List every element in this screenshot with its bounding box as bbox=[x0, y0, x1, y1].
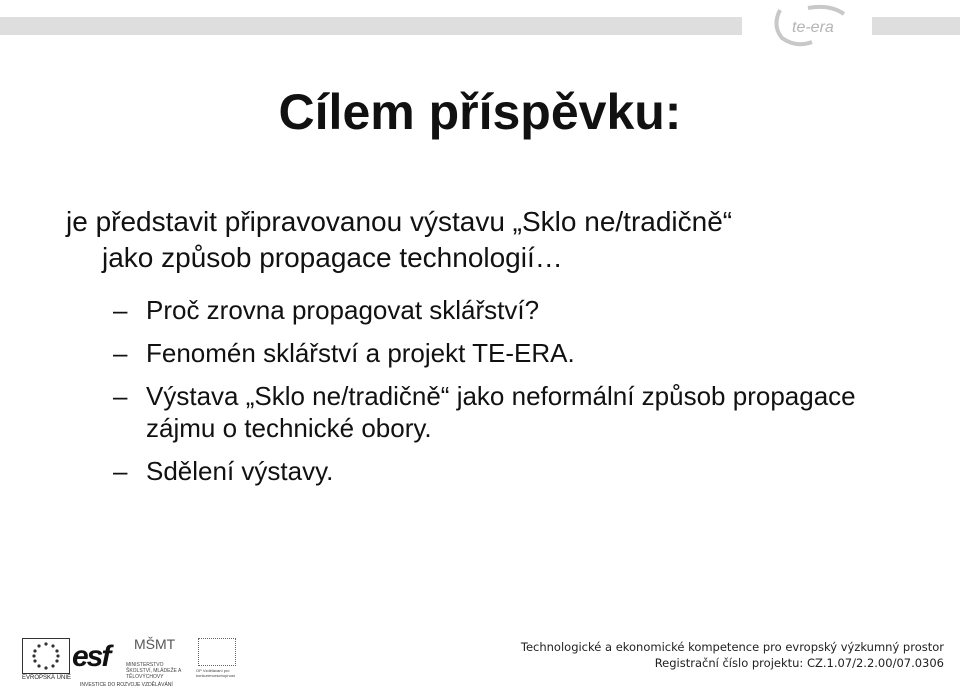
esf-logo: esf bbox=[72, 640, 110, 673]
bullet-item bbox=[66, 455, 866, 487]
footer-logos bbox=[20, 632, 260, 690]
project-title: Technologické a ekonomické kompetence pro evropský výzkumný prostor bbox=[520, 640, 944, 654]
bullet-item bbox=[66, 337, 866, 369]
eu-flag-icon bbox=[22, 638, 70, 674]
invest-label: INVESTICE DO ROZVOJE VZDĚLÁVÁNÍ bbox=[80, 682, 173, 688]
bullet-item bbox=[66, 294, 866, 326]
bullet-text: Sdělení výstavy. bbox=[146, 456, 334, 486]
bullet-marker: – bbox=[113, 338, 128, 368]
bullet-marker: – bbox=[113, 381, 128, 411]
footer-project-info bbox=[521, 639, 944, 671]
op-logo-icon bbox=[198, 638, 236, 666]
bullet-marker: – bbox=[113, 456, 128, 486]
intro-text: je představit připravovanou výstavu „Sklo ne/tradičně“ jako způsob propagace technologií… bbox=[66, 206, 733, 273]
bullet-marker: – bbox=[113, 295, 128, 325]
header-bar-right bbox=[872, 17, 960, 35]
eu-label: EVROPSKÁ UNIE bbox=[22, 675, 72, 681]
slide-title: Cílem příspěvku: bbox=[278, 84, 682, 140]
msmt-caption: MINISTERSTVO ŠKOLSTVÍ, MLÁDEŽE A TĚLOVÝCHOVY bbox=[126, 662, 182, 680]
bullet-text: Fenomén sklářství a projekt TE-ERA. bbox=[146, 338, 575, 368]
registration-number: Registrační číslo projektu: CZ.1.07/2.2.00/07.0306 bbox=[654, 656, 944, 670]
bullet-text: Výstava „Sklo ne/tradičně“ jako neformální způsob propagace zájmu o technické obory. bbox=[146, 381, 856, 443]
te-era-logo-icon bbox=[768, 2, 852, 48]
svg-text:te-era: te-era bbox=[792, 19, 834, 36]
bullet-item bbox=[66, 380, 866, 444]
op-caption: OP Vzdělávání pro konkurenceschopnost bbox=[196, 668, 235, 678]
slide-body bbox=[66, 204, 906, 487]
header-bar-left bbox=[0, 17, 742, 35]
bullet-text: Proč zrovna propagovat sklářství? bbox=[146, 295, 540, 325]
msmt-logo: MŠMT bbox=[134, 636, 176, 652]
